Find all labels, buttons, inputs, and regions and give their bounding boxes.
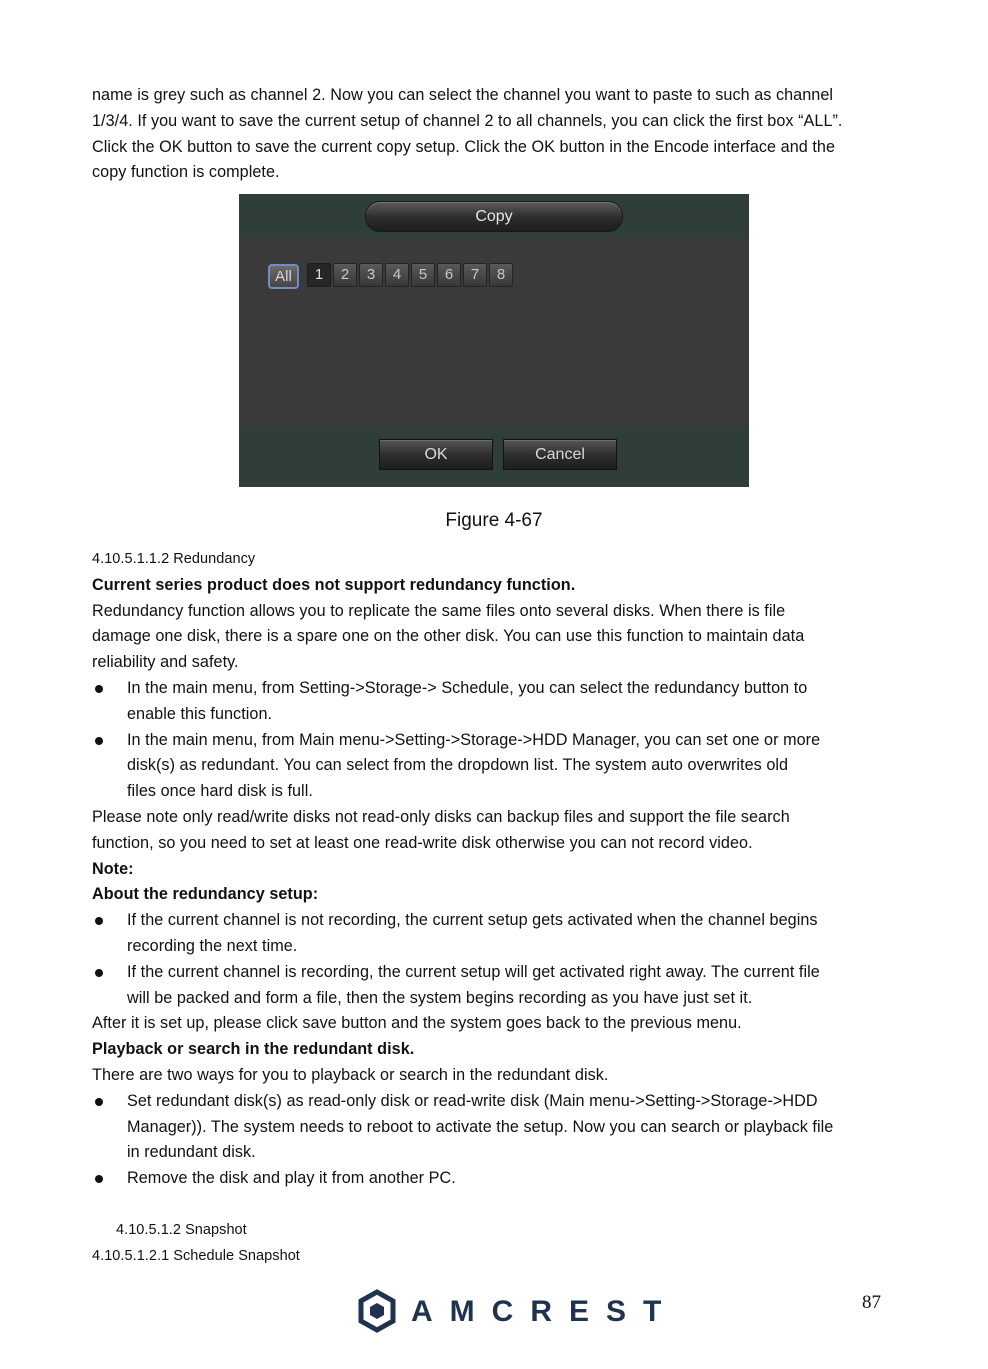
snapshot-section [92,1218,914,1270]
bullet-line: Set redundant disk(s) as read-only disk or read-write disk (Main menu->Setting->Storage->HDD [127,1091,818,1110]
bullet-line: files once hard disk is full. [127,782,313,801]
dialog-footer [239,426,749,487]
channel-8-checkbox[interactable]: 8 [489,263,513,287]
bullet-line: enable this function. [127,704,273,723]
intro-line: 1/3/4. If you want to save the current setup of channel 2 to all channels, you can click the first box “ALL”. [92,111,843,130]
bullet-line: recording the next time. [127,936,298,955]
bullet-line: If the current channel is not recording, the current setup gets activated when the channel begins [127,911,818,930]
after-setup-text: After it is set up, please click save button and the system goes back to the previous menu. [92,1014,742,1033]
channel-2-checkbox[interactable]: 2 [333,263,357,287]
about-label: About the redundancy setup: [92,885,319,904]
channel-1-checkbox[interactable]: 1 [307,263,331,287]
bullet-line: in redundant disk. [127,1143,256,1162]
channel-4-checkbox[interactable]: 4 [385,263,409,287]
redundancy-section [92,547,914,1192]
bullet-line: If the current channel is recording, the current setup will get activated right away. The current file [127,962,820,981]
bullet-line: In the main menu, from Setting->Storage-> Schedule, you can select the redundancy button to [127,678,808,697]
figure-caption: Figure 4-67 [445,510,543,531]
list-item [92,1166,914,1192]
bullet-line: disk(s) as redundant. You can select from the dropdown list. The system auto overwrites old [127,756,789,775]
note-label: Note: [92,859,134,878]
channel-7-checkbox[interactable]: 7 [463,263,487,287]
schedule-snapshot-heading: 4.10.5.1.2.1 Schedule Snapshot [92,1247,300,1264]
ok-button[interactable]: OK [379,439,493,470]
channel-3-checkbox[interactable]: 3 [359,263,383,287]
list-item [92,960,914,1012]
all-channels-checkbox[interactable]: All [268,264,299,289]
bullet-line: Remove the disk and play it from another PC. [127,1169,456,1188]
list-item [92,676,914,728]
intro-paragraph [92,83,914,186]
bullet-line: will be packed and form a file, then the system begins recording as you have just set it. [127,988,753,1007]
dialog-title: Copy [365,201,623,232]
bullet-icon [95,1175,103,1183]
list-item [92,1089,914,1166]
cancel-button[interactable]: Cancel [503,439,617,470]
intro-line: Click the OK button to save the current copy setup. Click the OK button in the Encode interface and the [92,137,835,156]
redundancy-description-line: Redundancy function allows you to replicate the same files onto several disks. When there is file [92,601,786,620]
page-number: 87 [862,1292,881,1313]
brand-name: AMCREST [411,1295,679,1328]
channel-5-checkbox[interactable]: 5 [411,263,435,287]
playback-label: Playback or search in the redundant disk. [92,1040,415,1059]
redundancy-description-line: damage one disk, there is a spare one on the other disk. You can use this function to maintain data [92,627,805,646]
bullet-line: In the main menu, from Main menu->Setting->Storage->HDD Manager, you can set one or more [127,730,821,749]
list-item [92,728,914,805]
channel-6-checkbox[interactable]: 6 [437,263,461,287]
please-note-line: Please note only read/write disks not read-only disks can backup files and support the file search [92,807,790,826]
amcrest-logo [360,1290,679,1334]
redundancy-description-line: reliability and safety. [92,653,239,672]
copy-dialog-figure [239,194,749,487]
intro-line: name is grey such as channel 2. Now you can select the channel you want to paste to such as channel [92,86,834,104]
bullet-icon [95,969,103,977]
bullet-line: Manager)). The system needs to reboot to activate the setup. Now you can search or playback file [127,1117,834,1136]
please-note-line: function, so you need to set at least one read-write disk otherwise you can not record video. [92,833,753,852]
bullet-icon [95,685,103,693]
amcrest-logo-icon [360,1290,679,1334]
snapshot-heading: 4.10.5.1.2 Snapshot [116,1222,247,1238]
playback-intro: There are two ways for you to playback or search in the redundant disk. [92,1065,609,1084]
redundancy-heading: 4.10.5.1.1.2 Redundancy [92,551,256,567]
bullet-icon [95,737,103,745]
intro-line: copy function is complete. [92,163,280,182]
bullet-icon [95,917,103,925]
redundancy-warning: Current series product does not support redundancy function. [92,575,576,594]
bullet-icon [95,1098,103,1106]
list-item [92,908,914,960]
